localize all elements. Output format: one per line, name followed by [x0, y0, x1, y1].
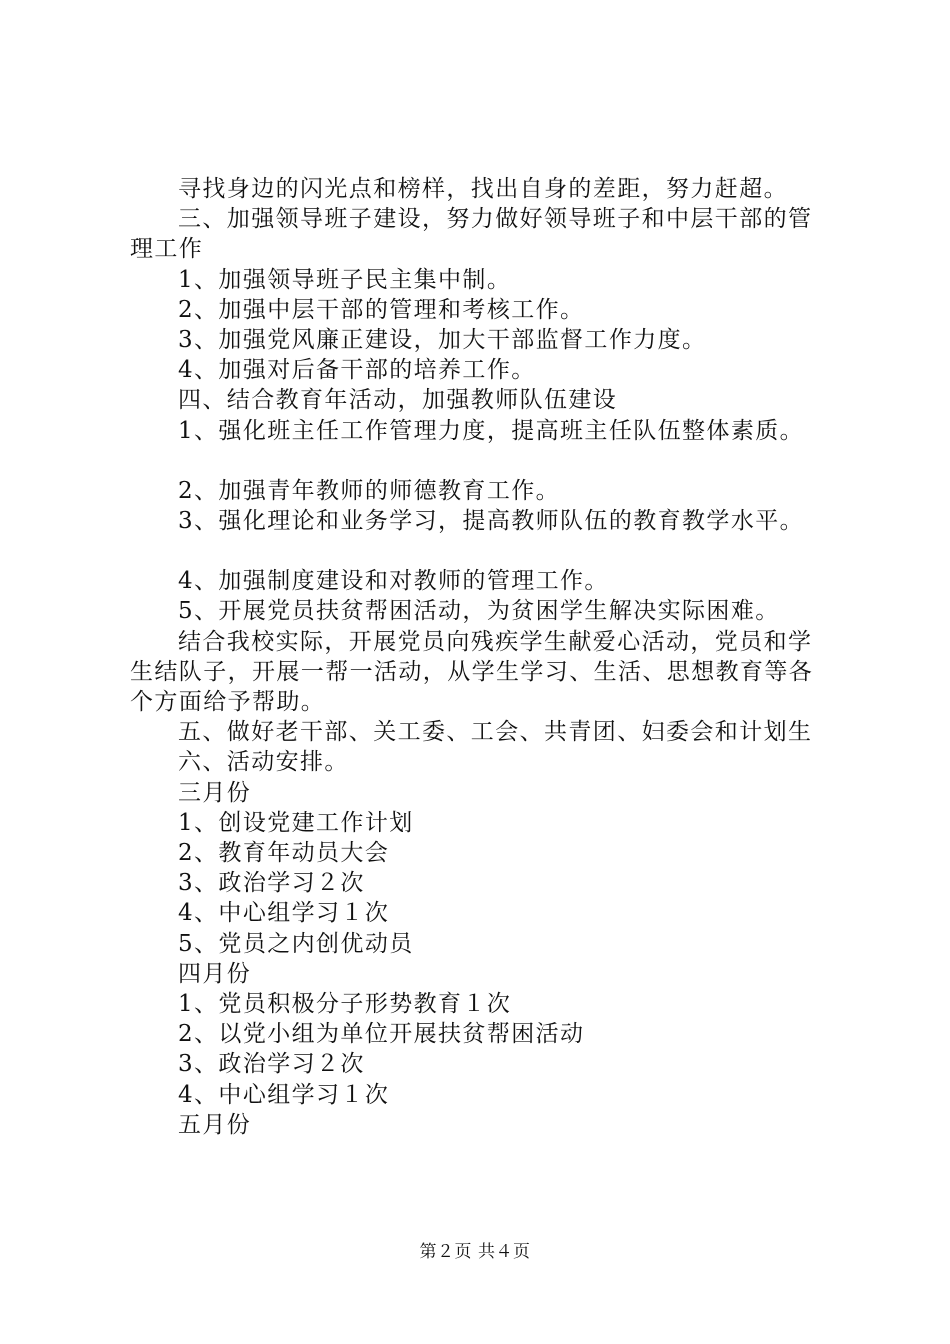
month-heading: 三月份: [178, 779, 252, 806]
list-item: 2、以党小组为单位开展扶贫帮困活动: [178, 1021, 585, 1048]
list-item: 1、强化班主任工作管理力度，提高班主任队伍整体素质。: [178, 417, 805, 444]
section-heading: 四、结合教育年活动，加强教师队伍建设: [178, 387, 618, 414]
section-heading: 五、做好老干部、关工委、工会、共青团、妇委会和计划生: [178, 719, 813, 746]
list-item: 3、政治学习２次: [178, 1051, 365, 1078]
page-footer: 第２页 共４页: [419, 1242, 531, 1262]
list-item: 1、加强领导班子民主集中制。: [178, 266, 512, 293]
list-item: 4、中心组学习１次: [178, 900, 390, 927]
list-item: 2、教育年动员大会: [178, 840, 390, 867]
document-body: [130, 174, 835, 1140]
list-item: 2、加强青年教师的师德教育工作。: [178, 477, 561, 504]
list-item: 4、加强制度建设和对教师的管理工作。: [178, 568, 609, 595]
body-paragraph: 结合我校实际，开展党员向残疾学生献爱心活动，党员和学生结队子，开展一帮一活动，从学生学习、生活、思想教育等各个方面给予帮助。: [130, 628, 814, 716]
body-paragraph: 寻找身边的闪光点和榜样，找出自身的差距，努力赶超。: [178, 176, 788, 202]
list-item: 3、加强党风廉正建设，加大干部监督工作力度。: [178, 327, 707, 354]
month-heading: 四月份: [178, 960, 252, 987]
list-item: 3、强化理论和业务学习，提高教师队伍的教育教学水平。: [178, 508, 805, 535]
list-item: 1、创设党建工作计划: [178, 809, 414, 836]
list-item: 5、党员之内创优动员: [178, 930, 414, 957]
list-item: 5、开展党员扶贫帮困活动，为贫困学生解决实际困难。: [178, 598, 780, 625]
list-item: 4、中心组学习１次: [178, 1081, 390, 1108]
section-heading: 三、加强领导班子建设，努力做好领导班子和中层干部的管理工作: [130, 206, 813, 263]
section-heading: 六、活动安排。: [178, 749, 349, 776]
list-item: 2、加强中层干部的管理和考核工作。: [178, 296, 585, 323]
list-item: 3、政治学习２次: [178, 870, 365, 897]
month-heading: 五月份: [178, 1111, 252, 1138]
list-item: 4、加强对后备干部的培养工作。: [178, 357, 536, 384]
list-item: 1、党员积极分子形势教育１次: [178, 991, 512, 1018]
